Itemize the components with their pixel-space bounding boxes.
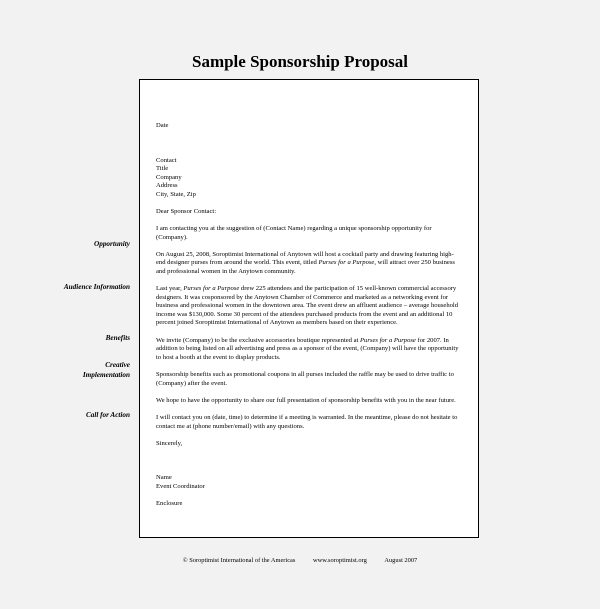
text-run: , will attract over 250 business and professional women in the Anytown community. [156, 259, 455, 275]
paragraph-followup: We hope to have the opportunity to share our full presentation of sponsorship benefits with you in the near future. [156, 396, 456, 404]
address-line: Title [156, 165, 169, 173]
signature-name: Name [156, 474, 172, 482]
address-block [156, 157, 461, 200]
paragraph-call: I will contact you on (date, time) to determine if a meeting is warranted. In the meantime, please do not hesitate to contact me at (phone number/email) with any questions. [156, 414, 458, 430]
sidebar-opportunity: Opportunity [94, 240, 130, 248]
enclosure: Enclosure [156, 499, 183, 507]
letter-body [156, 122, 461, 509]
paragraph-creative: Sponsorship benefits such as promotional coupons in all purses included the raffle may be used to drive traffic to (Company) after the event. [156, 371, 454, 387]
sidebar-benefits: Benefits [105, 334, 130, 342]
page-footer [0, 557, 600, 564]
document-title: Sample Sponsorship Proposal [191, 52, 409, 71]
event-name: Purses for a Purpose [360, 336, 416, 344]
date-line: Date [156, 122, 169, 129]
event-name: Purses for a Purpose [318, 259, 375, 267]
event-name: Purses for a Purpose [183, 285, 240, 293]
paragraph-benefits [156, 337, 461, 363]
text-run: We invite (Company) to be the exclusive accessories boutique represented at [156, 336, 360, 344]
address-line: City, State, Zip [156, 190, 196, 198]
footer-url: www.soroptimist.org [312, 557, 367, 564]
text-run: for 2007. In addition to being listed on all advertising and press as a sponsor of the event, (Company) will have the opportunity to host a booth at the event to display products. [156, 336, 459, 361]
text-run: drew 225 attendees and the participation of 15 well-known commercial accessory designers. It was cosponsored by the Anytown Chamber of Commerce and marketed as a networking event for business and professional women in the downtown area. The event drew an affluent audience – average household income was $130,000. Some 30 percent of the attendees purchased products from the event and an additional 10 percent joined Soroptimist International of Anytown as members based on their experience. [156, 285, 459, 327]
signature-title: Event Coordinator [156, 482, 205, 490]
address-line: Contact [156, 156, 177, 164]
sidebar-creative: Creative Implementation [82, 361, 130, 379]
paragraph-intro: I am contacting you at the suggestion of (Contact Name) regarding a unique sponsorship opportunity for (Company). [156, 224, 432, 241]
salutation: Dear Sponsor Contact: [156, 207, 217, 215]
text-run: Last year, [156, 285, 184, 293]
sidebar-audience: Audience Information [63, 283, 130, 291]
text-run: On August 25, 2008, Soroptimist International of Anytown will host a cocktail party and drawing featuring high-end designer purses from around the world. This event, titled [156, 250, 454, 267]
closing: Sincerely, [156, 439, 183, 447]
paragraph-opportunity [156, 251, 461, 277]
address-line: Company [156, 173, 182, 181]
address-line: Address [156, 182, 178, 190]
paragraph-audience [156, 285, 461, 328]
footer-copyright: © Soroptimist International of the Americas [182, 557, 296, 564]
footer-date: August 2007 [384, 557, 418, 564]
sidebar-call: Call for Action [85, 411, 130, 419]
